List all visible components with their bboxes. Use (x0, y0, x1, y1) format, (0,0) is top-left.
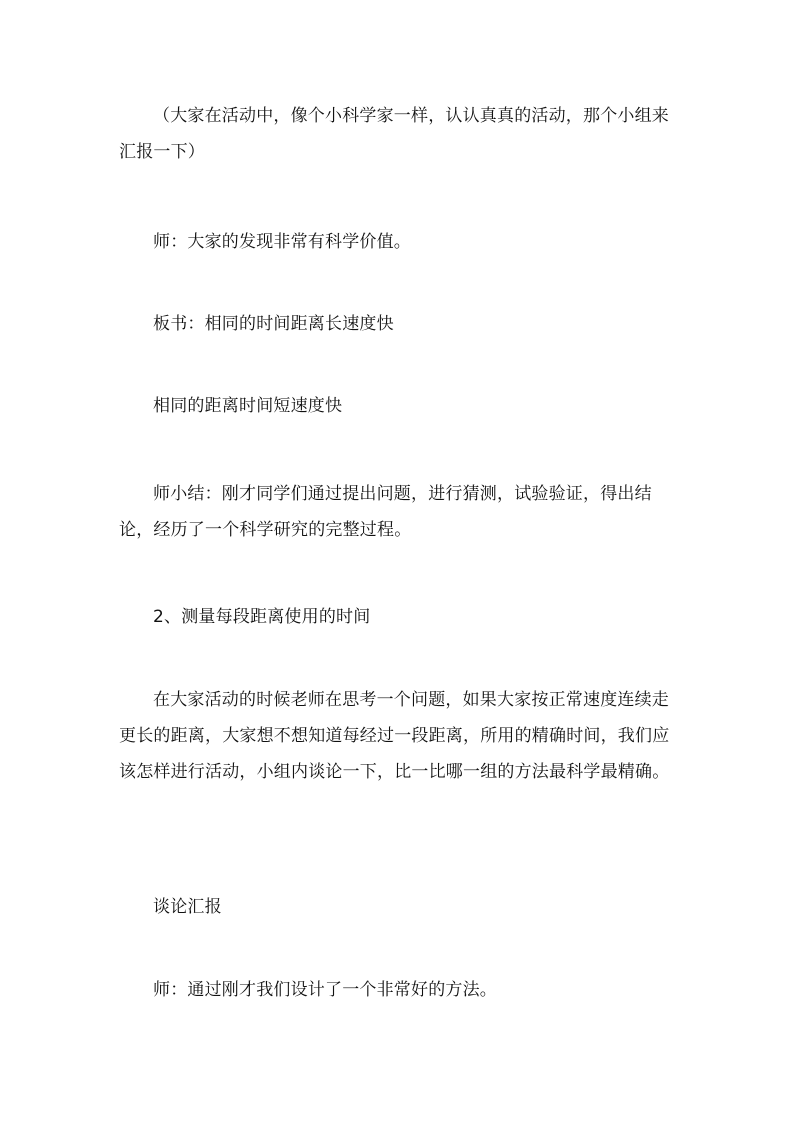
paragraph-teacher-summary: 师小结：刚才同学们通过提出问题，进行猜测，试验验证，得出结论，经历了一个科学研究的完整过程。 (119, 484, 652, 540)
paragraph-blackboard-2: 相同的距离时间短速度快 (153, 396, 343, 416)
paragraph-group-report: （大家在活动中，像个小科学家一样，认认真真的活动，那个小组来汇报一下） (119, 106, 669, 162)
paragraph-blackboard-1: 板书：相同的时间距离长速度快 (153, 314, 394, 334)
paragraph-teacher-conclusion: 师：通过刚才我们设计了一个非常好的方法。 (153, 980, 497, 1000)
paragraph-teacher-comment: 师：大家的发现非常有科学价值。 (153, 232, 411, 252)
paragraph-discussion-report: 谈论汇报 (153, 897, 222, 917)
paragraph-teacher-question: 在大家活动的时候老师在思考一个问题，如果大家按正常速度连续走更长的距离，大家想不想知道每经过一段距离，所用的精确时间，我们应该怎样进行活动，小组内谈论一下，比一比哪一组的方法最科学最精确。 (119, 690, 670, 782)
paragraph-section-heading: 2、测量每段距离使用的时间 (153, 607, 371, 627)
